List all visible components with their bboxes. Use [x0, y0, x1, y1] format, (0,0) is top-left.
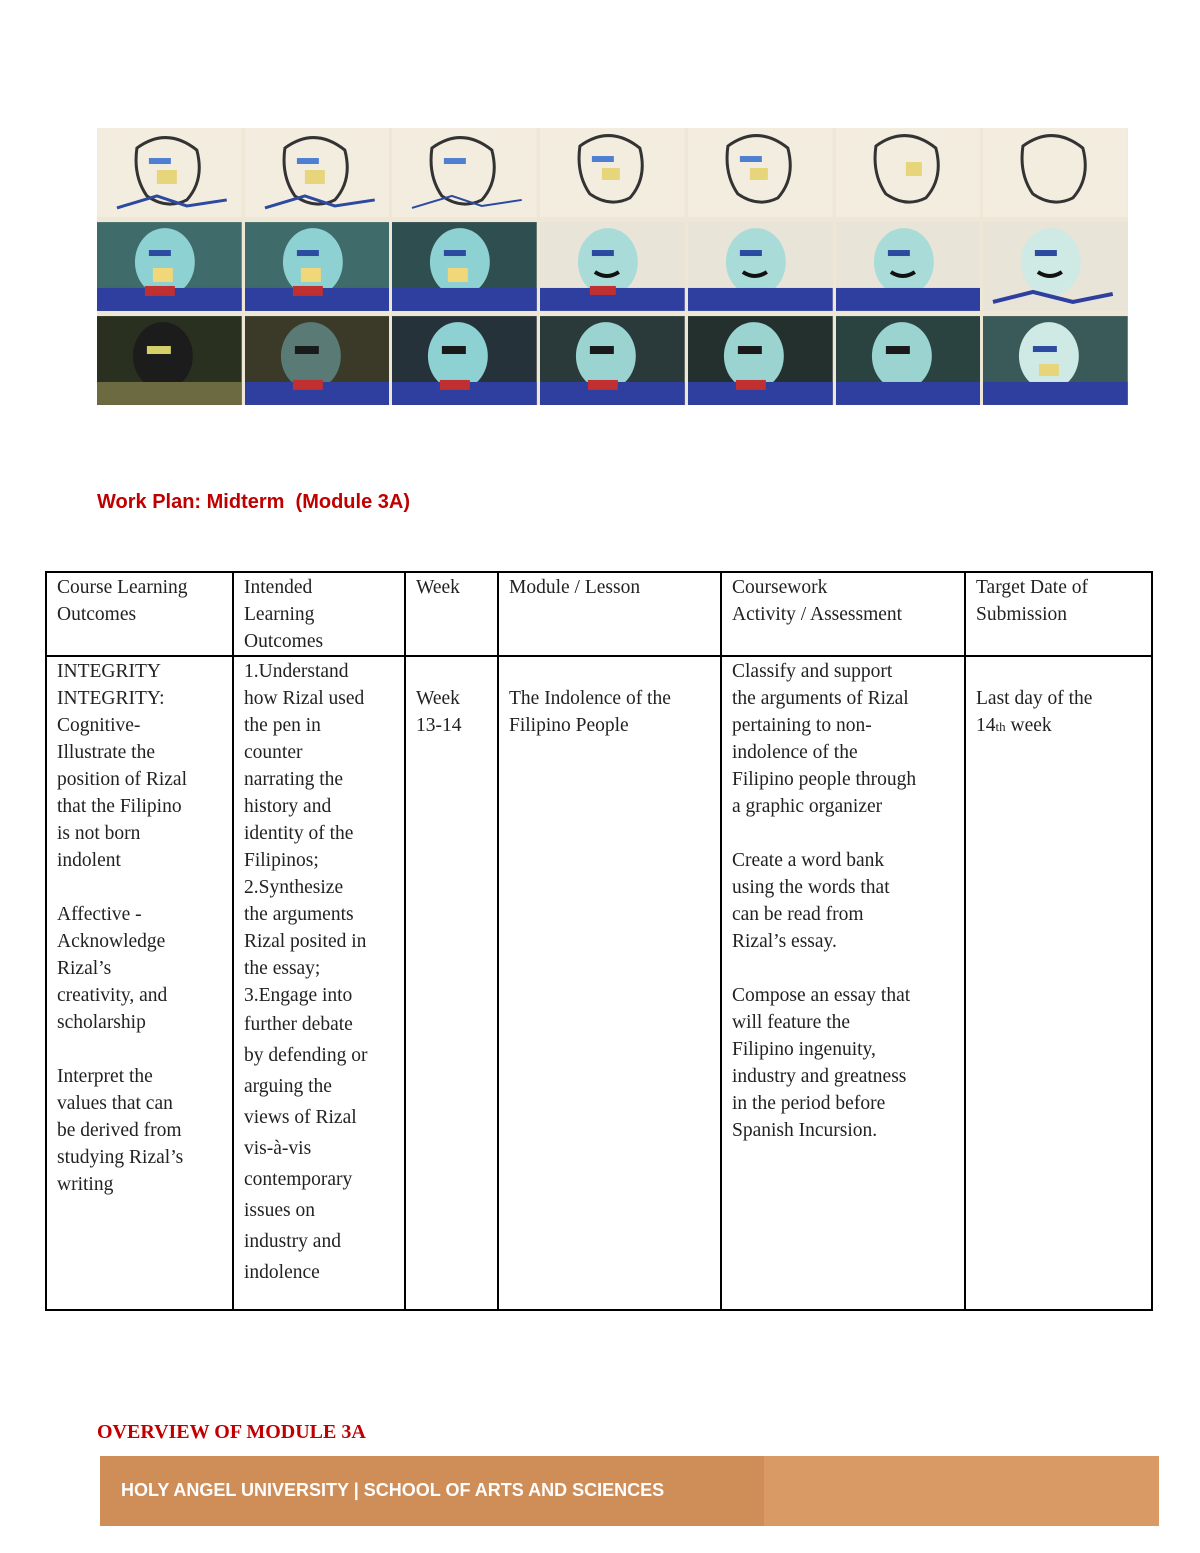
portrait-image	[836, 222, 981, 311]
portrait-image	[688, 222, 833, 311]
portrait-image	[688, 128, 833, 217]
header-course-learning-outcomes: Course Learning Outcomes	[46, 572, 233, 656]
portrait-row-teal	[97, 222, 1128, 311]
cell-module-lesson: The Indolence of the Filipino People	[498, 656, 721, 1310]
rizal-portrait-banner	[97, 128, 1128, 405]
portrait-image	[983, 128, 1128, 217]
portrait-image	[392, 222, 537, 311]
portrait-image	[540, 128, 685, 217]
target-date-week: 14th week	[976, 715, 1052, 736]
table-row	[46, 656, 1152, 1310]
portrait-image	[540, 316, 685, 405]
cell-coursework: Classify and support the arguments of Rizal pertaining to non- indolence of the Filipino people through a graphic organizer Create a word bank using the words that can be read from Rizal’s essay. Compose an essay that will feature the Filipino ingenuity, industry and greatness in the period before Spanish Incursion.	[721, 656, 965, 1310]
header-module-lesson: Module / Lesson	[498, 572, 721, 656]
cell-target-date: Last day of the 14th week	[965, 656, 1152, 1310]
overview-heading: OVERVIEW OF MODULE 3A	[97, 1421, 366, 1443]
header-coursework: Coursework Activity / Assessment	[721, 572, 965, 656]
portrait-image	[836, 128, 981, 217]
table-header-row	[46, 572, 1152, 656]
header-target-date: Target Date of Submission	[965, 572, 1152, 656]
portrait-image	[392, 316, 537, 405]
portrait-image	[97, 222, 242, 311]
footer-bar	[100, 1456, 1159, 1526]
portrait-image	[392, 128, 537, 217]
work-plan-table	[45, 571, 1153, 1311]
portrait-row-dark	[97, 316, 1128, 405]
portrait-image	[97, 316, 242, 405]
cell-week: Week 13-14	[405, 656, 498, 1310]
portrait-image	[245, 222, 390, 311]
portrait-image	[245, 316, 390, 405]
portrait-image	[688, 316, 833, 405]
portrait-image	[836, 316, 981, 405]
footer-institution-text: HOLY ANGEL UNIVERSITY | SCHOOL OF ARTS AND SCIENCES	[121, 1480, 665, 1500]
portrait-image	[983, 222, 1128, 311]
portrait-image	[97, 128, 242, 217]
cell-course-learning-outcomes: INTEGRITY INTEGRITY: Cognitive- Illustrate the position of Rizal that the Filipino is not born indolent Affective - Acknowledge Rizal’s creativity, and scholarship Interpret the values that can be derived from studying Rizal’s writing	[46, 656, 233, 1310]
portrait-row-sketch	[97, 128, 1128, 217]
header-intended-learning-outcomes: Intended Learning Outcomes	[233, 572, 405, 656]
header-week: Week	[405, 572, 498, 656]
portrait-image	[983, 316, 1128, 405]
cell-intended-learning-outcomes: 1.Understand how Rizal used the pen in counter narrating the history and identity of the Filipinos; 2.Synthesize the arguments Rizal posited in the essay; 3.Engage into further debate by defending or arguing the views of Rizal vis-à-vis contemporary issues on industry and indolence	[233, 656, 405, 1310]
work-plan-title: Work Plan: Midterm (Module 3A)	[97, 491, 410, 513]
portrait-image	[245, 128, 390, 217]
portrait-image	[540, 222, 685, 311]
